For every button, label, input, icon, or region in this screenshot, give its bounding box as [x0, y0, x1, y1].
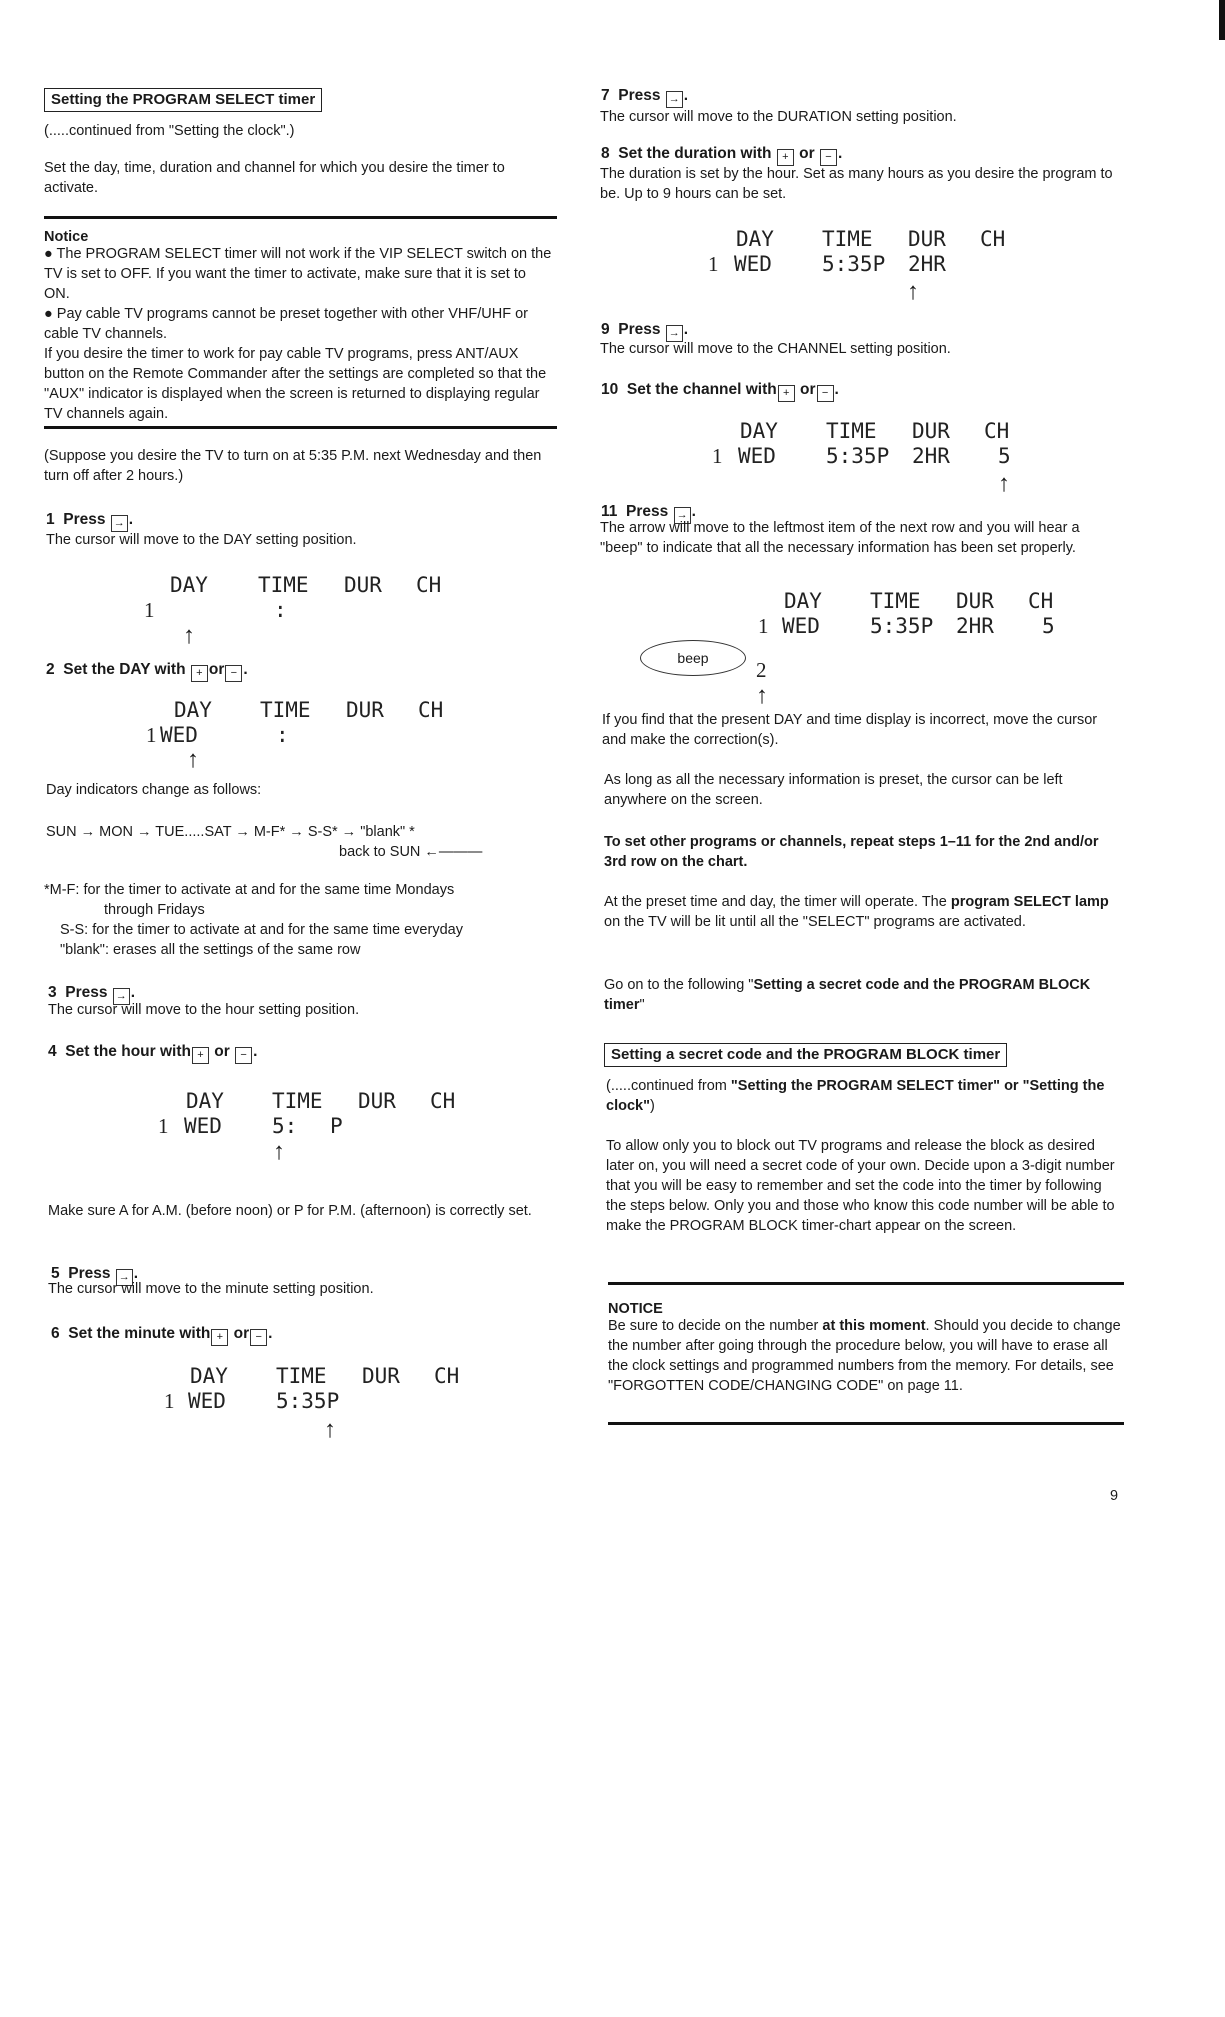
- day-change-text: Day indicators change as follows:: [46, 782, 262, 798]
- step-7-title: 7 Press → .: [601, 86, 688, 108]
- display-step8-time: 5:35P: [822, 252, 886, 276]
- minus-key-icon: −: [235, 1047, 252, 1064]
- incorrect-text: If you find that the present DAY and time display is incorrect, move the cursor and make the correction(s).: [602, 712, 1098, 748]
- plus-key-icon: +: [191, 665, 208, 682]
- as-long-text: As long as all the necessary information is preset, the cursor can be left anywhere on the screen.: [604, 772, 1063, 808]
- notice-item-3: If you desire the timer to work for pay cable TV programs, press ANT/AUX button on the Remote Commander after the settings are completed so that the "AUX" indicator is displayed when the screen is returned to displaying regular TV channels again.: [44, 346, 547, 422]
- display-step10-ch: 5: [998, 444, 1011, 468]
- step-3-title: 3 Press → .: [48, 983, 135, 1005]
- step-1-title: 1 Press → .: [46, 510, 133, 532]
- display-step11-hdr-ch: CH: [1028, 589, 1054, 613]
- enter-key-icon: →: [674, 507, 691, 524]
- step-6-title: 6 Set the minute with + or − .: [51, 1324, 272, 1346]
- display-step10-hdr-ch: CH: [984, 419, 1010, 443]
- display-step10-hdr-day: DAY: [740, 419, 778, 443]
- display-step1-hdr-day: DAY: [170, 573, 208, 597]
- cursor-arrow-icon: ↑: [756, 682, 768, 709]
- display-step2-hdr-dur: DUR: [346, 698, 384, 722]
- step-11-title: 11 Press → .: [601, 502, 696, 524]
- cursor-arrow-icon: ↑: [998, 470, 1010, 497]
- plus-key-icon: +: [777, 149, 794, 166]
- section-heading-program-select: Setting the PROGRAM SELECT timer: [44, 88, 322, 112]
- display-step10-day: WED: [738, 444, 776, 468]
- continued-text: (.....continued from "Setting the clock".): [44, 123, 295, 139]
- display-step11-time: 5:35P: [870, 614, 934, 638]
- display-step6-hdr-dur: DUR: [362, 1364, 400, 1388]
- plus-key-icon: +: [192, 1047, 209, 1064]
- display-step4-hdr-dur: DUR: [358, 1089, 396, 1113]
- display-step4-ampm: P: [330, 1114, 343, 1138]
- enter-key-icon: →: [666, 91, 683, 108]
- step-5-text: The cursor will move to the minute setting position.: [48, 1281, 374, 1297]
- display-step1-hdr-dur: DUR: [344, 573, 382, 597]
- display-step10-time: 5:35P: [826, 444, 890, 468]
- display-step1-row: 1: [144, 598, 155, 622]
- display-step1-hdr-time: TIME: [258, 573, 309, 597]
- display-step4-row: 1: [158, 1114, 169, 1138]
- display-step2-hdr-time: TIME: [260, 698, 311, 722]
- display-step2-hdr-ch: CH: [418, 698, 444, 722]
- display-step6-hdr-time: TIME: [276, 1364, 327, 1388]
- display-step8-dur: 2HR: [908, 252, 946, 276]
- enter-key-icon: →: [666, 325, 683, 342]
- display-step10-hdr-dur: DUR: [912, 419, 950, 443]
- display-step8-day: WED: [734, 252, 772, 276]
- step-7-text: The cursor will move to the DURATION setting position.: [600, 109, 957, 125]
- display-step11-hdr-dur: DUR: [956, 589, 994, 613]
- step-9-text: The cursor will move to the CHANNEL setting position.: [600, 341, 951, 357]
- notice2-rule-top: [608, 1282, 1124, 1285]
- note-mf-cont: through Fridays: [104, 902, 205, 918]
- step-3-text: The cursor will move to the hour setting position.: [48, 1002, 360, 1018]
- display-step11-row: 1: [758, 614, 769, 638]
- enter-key-icon: →: [111, 515, 128, 532]
- note-mf: *M-F: for the timer to activate at and for the same time Mondays: [44, 882, 455, 898]
- ampm-text: Make sure A for A.M. (before noon) or P for P.M. (afternoon) is correctly set.: [48, 1203, 532, 1219]
- display-step6-row: 1: [164, 1389, 175, 1413]
- plus-key-icon: +: [211, 1329, 228, 1346]
- display-step4-hdr-ch: CH: [430, 1089, 456, 1113]
- allow-text: To allow only you to block out TV programs and release the block as desired later on, you will need a secret code of your own. Decide upon a 3-digit number that you will be easy to remember and set the code into the timer by following the steps below. Only you and those who know this code number will be able to make the PROGRAM BLOCK timer-chart appear on the screen.: [606, 1138, 1115, 1234]
- display-step8-hdr-dur: DUR: [908, 227, 946, 251]
- section-heading-program-block: Setting a secret code and the PROGRAM BLOCK timer: [604, 1043, 1007, 1067]
- display-step4-day: WED: [184, 1114, 222, 1138]
- notice2-text: Be sure to decide on the number at this moment. Should you decide to change the number after going through the procedure below, you will have to erase all the clock settings and programmed numbers from the memory. For details, see "FORGOTTEN CODE/CHANGING CODE" on page 11.: [608, 1318, 1121, 1394]
- suppose-text: (Suppose you desire the TV to turn on at 5:35 P.M. next Wednesday and then turn off after 2 hours.): [44, 448, 542, 484]
- display-step4-hour: 5:: [272, 1114, 298, 1138]
- display-step1-hdr-ch: CH: [416, 573, 442, 597]
- step-2-title: 2 Set the DAY with + or − .: [46, 660, 248, 682]
- other-programs-text: To set other programs or channels, repeat steps 1–11 for the 2nd and/or 3rd row on the chart.: [604, 834, 1099, 870]
- step-4-title: 4 Set the hour with + or − .: [48, 1042, 257, 1064]
- beep-callout: beep: [640, 640, 746, 676]
- day-sequence: SUN → MON → TUE.....SAT → M-F* → S-S* → "blank" *: [46, 824, 415, 840]
- display-step8-hdr-ch: CH: [980, 227, 1006, 251]
- edge-mark: [1219, 0, 1225, 40]
- plus-key-icon: +: [778, 385, 795, 402]
- step-1-text: The cursor will move to the DAY setting position.: [46, 532, 357, 548]
- notice-item-2: ● Pay cable TV programs cannot be preset together with other VHF/UHF or cable TV channels.: [44, 306, 528, 342]
- notice-title: Notice: [44, 229, 89, 245]
- notice-rule-top: [44, 216, 557, 219]
- cursor-arrow-icon: ↑: [324, 1416, 336, 1443]
- notice2-title: NOTICE: [608, 1301, 663, 1317]
- step-9-title: 9 Press → .: [601, 320, 688, 342]
- cursor-arrow-icon: ↑: [187, 746, 199, 773]
- notice-item-1: ● The PROGRAM SELECT timer will not work if the VIP SELECT switch on the TV is set to OFF. If you want the timer to activate, make sure that it is set to ON.: [44, 246, 552, 302]
- display-step8-hdr-time: TIME: [822, 227, 873, 251]
- display-step2-day: WED: [160, 723, 198, 747]
- step-11-text: The arrow will move to the leftmost item of the next row and you will hear a "beep" to indicate that all the necessary information has been set properly.: [600, 520, 1080, 556]
- cursor-arrow-icon: ↑: [907, 278, 919, 305]
- back-to-sun: back to SUN ←———: [339, 844, 483, 860]
- minus-key-icon: −: [817, 385, 834, 402]
- preset-text: At the preset time and day, the timer will operate. The program SELECT lamp on the TV will be lit until all the "SELECT" programs are activated.: [604, 894, 1109, 930]
- note-blank: "blank": erases all the settings of the same row: [60, 942, 361, 958]
- display-step2-colon: :: [276, 723, 289, 747]
- step-5-title: 5 Press → .: [51, 1264, 138, 1286]
- note-ss: S-S: for the timer to activate at and for the same time everyday: [60, 922, 463, 938]
- display-step6-day: WED: [188, 1389, 226, 1413]
- display-step2-hdr-day: DAY: [174, 698, 212, 722]
- step-10-title: 10 Set the channel with + or − .: [601, 380, 839, 402]
- display-step6-time: 5:35P: [276, 1389, 340, 1413]
- minus-key-icon: −: [820, 149, 837, 166]
- cursor-arrow-icon: ↑: [273, 1138, 285, 1165]
- display-step11-day: WED: [782, 614, 820, 638]
- display-step4-hdr-day: DAY: [186, 1089, 224, 1113]
- continued-note: [44, 121, 564, 141]
- display-step10-dur: 2HR: [912, 444, 950, 468]
- display-step6-hdr-day: DAY: [190, 1364, 228, 1388]
- display-step8-hdr-day: DAY: [736, 227, 774, 251]
- enter-key-icon: →: [116, 1269, 133, 1286]
- minus-key-icon: −: [225, 665, 242, 682]
- display-step2-row: 1: [146, 723, 157, 747]
- display-step11-dur: 2HR: [956, 614, 994, 638]
- step-8-title: 8 Set the duration with + or − .: [601, 144, 842, 166]
- display-step11-row2: 2: [756, 658, 767, 682]
- enter-key-icon: →: [113, 988, 130, 1005]
- go-on-text: Go on to the following "Setting a secret code and the PROGRAM BLOCK timer": [604, 977, 1091, 1013]
- display-step8-row: 1: [708, 252, 719, 276]
- display-step10-row: 1: [712, 444, 723, 468]
- display-step11-hdr-time: TIME: [870, 589, 921, 613]
- display-step6-hdr-ch: CH: [434, 1364, 460, 1388]
- page-number: 9: [1110, 1488, 1119, 1504]
- step-8-text: The duration is set by the hour. Set as many hours as you desire the program to be. Up to 9 hours can be set.: [600, 166, 1113, 202]
- intro-text: Set the day, time, duration and channel for which you desire the timer to activate.: [44, 160, 505, 196]
- display-step11-hdr-day: DAY: [784, 589, 822, 613]
- minus-key-icon: −: [250, 1329, 267, 1346]
- display-step4-hdr-time: TIME: [272, 1089, 323, 1113]
- display-step10-hdr-time: TIME: [826, 419, 877, 443]
- notice2-rule-bottom: [608, 1422, 1124, 1425]
- display-step1-colon: :: [274, 598, 287, 622]
- display-step11-ch: 5: [1042, 614, 1055, 638]
- continued-note-2: (.....continued from "Setting the PROGRAM SELECT timer" or "Setting the clock"): [606, 1078, 1105, 1114]
- cursor-arrow-icon: ↑: [183, 622, 195, 649]
- notice-rule-bottom: [44, 426, 557, 429]
